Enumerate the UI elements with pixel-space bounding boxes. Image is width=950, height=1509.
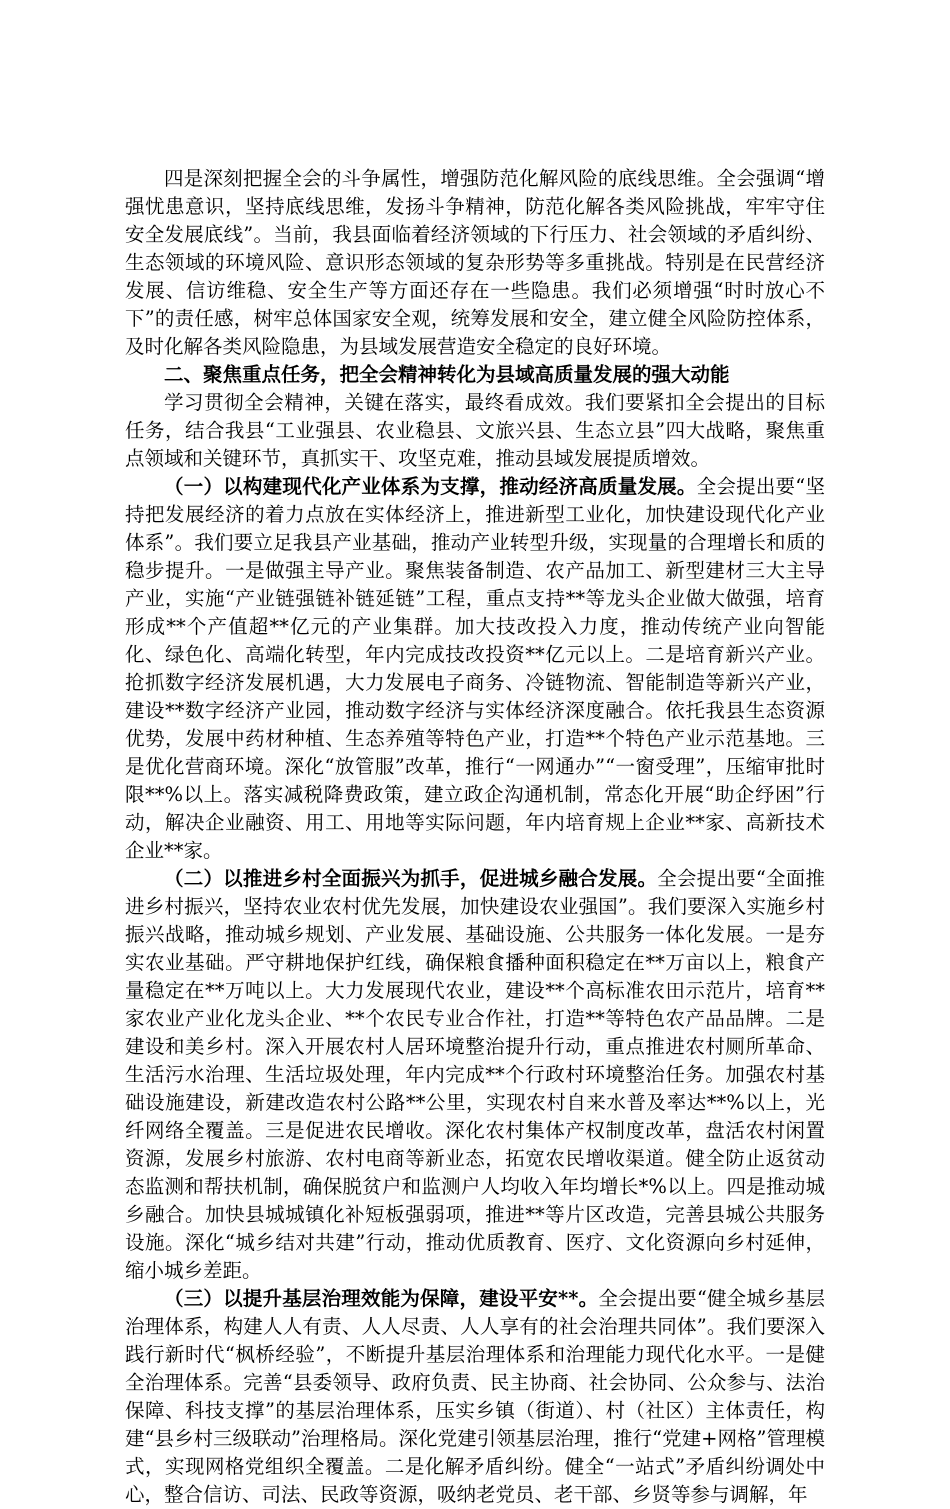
document-page bbox=[125, 165, 825, 1509]
paragraph-6-body: 全会提出要“健全城乡基层治理体系，构建人人有责、人人尽责、人人享有的社会治理共同体”。我们要深入践行新时代“枫桥经验”，不断提升基层治理体系和治理能力现代化水平。一是健全治理体系。完善“县委领导、政府负责、民主协商、社会协同、公众参与、法治保障、科技支撑”的基层治理体系，压实乡镇（街道）、村（社区）主体责任，构建“县乡村三级联动”治理格局。深化党建引领基层治理，推行“党建+网格”管理模式，实现网格党组织全覆盖。二是化解矛盾纠纷。健全“一站式”矛盾纠纷调处中心，整合信访、司法、民政等资源，吸纳老党员、老干部、乡贤等参与调解，年 bbox=[125, 1287, 825, 1506]
paragraph-4-body: 全会提出要“坚持把发展经济的着力点放在实体经济上，推进新型工业化，加快建设现代化产业体系”。我们要立足我县产业基础，推动产业转型升级，实现量的合理增长和质的稳步提升。一是做强主导产业。聚焦装备制造、农产品加工、新型建材三大主导产业，实施“产业链强链补链延链”工程，重点支持**等龙头企业做大做强，培育形成**个产值超**亿元的产业集群。加大技改投入力度，推动传统产业向智能化、绿色化、高端化转型，年内完成技改投资**亿元以上。二是培育新兴产业。抢抓数字经济发展机遇，大力发展电子商务、冷链物流、智能制造等新兴产业，建设**数字经济产业园，推动数字经济与实体经济深度融合。依托我县生态资源优势，发展中药材种植、生态养殖等特色产业，打造**个特色产业示范基地。三是优化营商环境。深化“放管服”改革，推行“一网通办”“一窗受理”，压缩审批时限**%以上。落实减税降费政策，建立政企沟通机制，常态化开展“助企纾困”行动，解决企业融资、用工、用地等实际问题，年内培育规上企业**家、高新技术企业**家。 bbox=[125, 475, 825, 862]
paragraph-1: 四是深刻把握全会的斗争属性，增强防范化解风险的底线思维。全会强调“增强忧患意识，坚持底线思维，发扬斗争精神，防范化解各类风险挑战，牢牢守住安全发展底线”。当前，我县面临着经济领域的下行压力、社会领域的矛盾纠纷、生态领域的环境风险、意识形态领域的复杂形势等多重挑战。特别是在民营经济发展、信访维稳、安全生产等方面还存在一些隐患。我们必须增强“时时放心不下”的责任感，树牢总体国家安全观，统筹发展和安全，建立健全风险防控体系，及时化解各类风险隐患，为县域发展营造安全稳定的良好环境。 bbox=[125, 167, 825, 358]
subheading-1: （一）以构建现代化产业体系为支撑，推动经济高质量发展。 bbox=[164, 475, 697, 498]
paragraph-6 bbox=[125, 1285, 825, 1509]
subheading-2: （二）以推进乡村全面振兴为抓手，促进城乡融合发展。 bbox=[164, 867, 658, 890]
subheading-3: （三）以提升基层治理效能为保障，建设平安**。 bbox=[164, 1287, 599, 1310]
paragraph-5-body: 全会提出要“全面推进乡村振兴，坚持农业农村优先发展，加快建设农业强国”。我们要深入实施乡村振兴战略，推动城乡规划、产业发展、基础设施、公共服务一体化发展。一是夯实农业基础。严守耕地保护红线，确保粮食播种面积稳定在**万亩以上，粮食产量稳定在**万吨以上。大力发展现代农业，建设**个高标准农田示范片，培育**家农业产业化龙头企业、**个农民专业合作社，打造**等特色农产品品牌。二是建设和美乡村。深入开展农村人居环境整治提升行动，重点推进农村厕所革命、生活污水治理、生活垃圾处理，年内完成**个行政村环境整治任务。加强农村基础设施建设，新建改造农村公路**公里，实现农村自来水普及率达**%以上，光纤网络全覆盖。三是促进农民增收。深化农村集体产权制度改革，盘活农村闲置资源，发展乡村旅游、农村电商等新业态，拓宽农民增收渠道。健全防止返贫动态监测和帮扶机制，确保脱贫户和监测户人均收入年均增长*%以上。四是推动城乡融合。加快县城城镇化补短板强弱项，推进**等片区改造，完善县城公共服务设施。深化“城乡结对共建”行动，推动优质教育、医疗、文化资源向乡村延伸，缩小城乡差距。 bbox=[125, 867, 825, 1282]
paragraph-5 bbox=[125, 865, 825, 1285]
paragraph-4 bbox=[125, 473, 825, 865]
paragraph-3: 学习贯彻全会精神，关键在落实，最终看成效。我们要紧扣全会提出的目标任务，结合我县“工业强县、农业稳县、文旅兴县、生态立县”四大战略，聚焦重点领域和关键环节，真抓实干、攻坚克难，推动县域发展提质增效。 bbox=[125, 391, 825, 470]
section-heading-2: 二、聚焦重点任务，把全会精神转化为县域高质量发展的强大动能 bbox=[164, 363, 730, 386]
